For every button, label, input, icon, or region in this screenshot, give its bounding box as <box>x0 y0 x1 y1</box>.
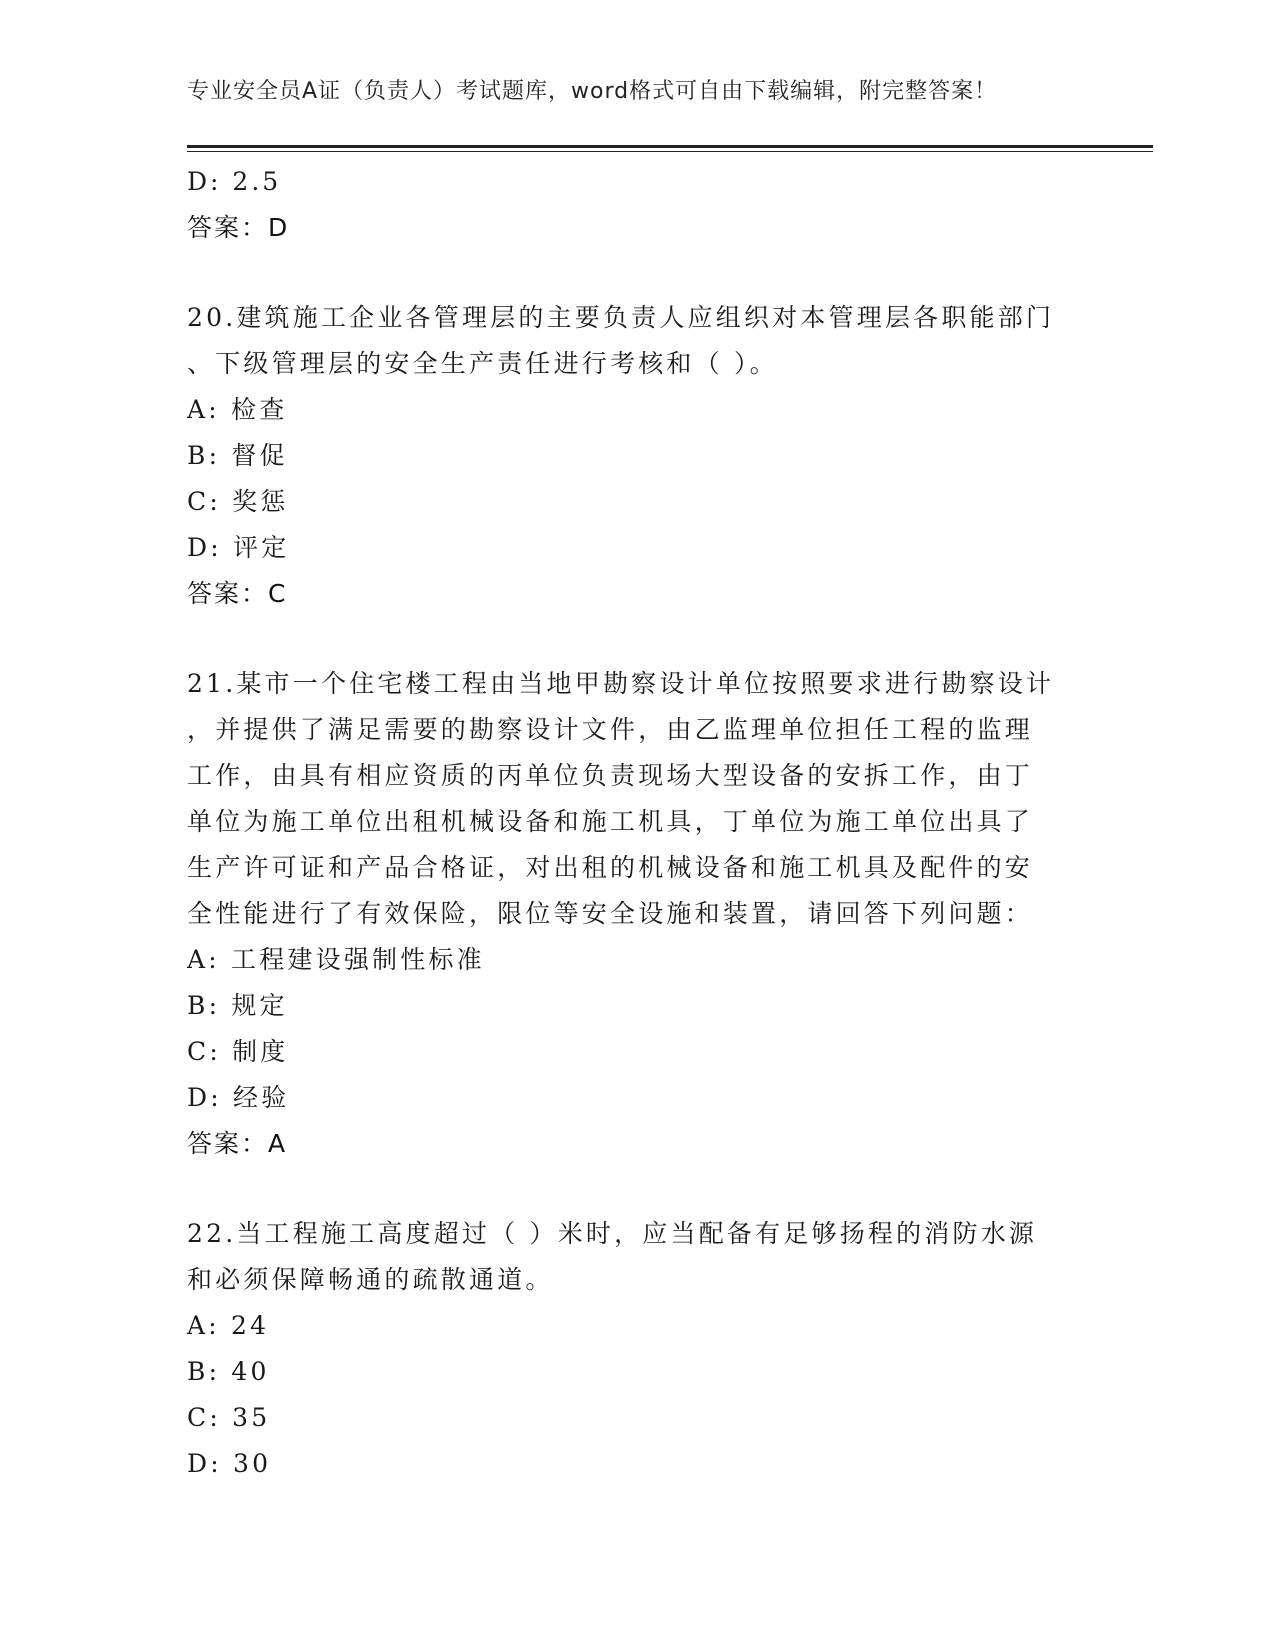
option-c: C: 制度 <box>187 1037 289 1066</box>
option-a: A: 工程建设强制性标准 <box>187 945 485 974</box>
question-text-line: 单位为施工单位出租机械设备和施工机具，丁单位为施工单位出具了 <box>187 807 1034 836</box>
question-text-line: 生产许可证和产品合格证，对出租的机械设备和施工机具及配件的安 <box>187 853 1034 882</box>
option-b: B: 督促 <box>187 441 288 470</box>
question-text-line: 21.某市一个住宅楼工程由当地甲勘察设计单位按照要求进行勘察设计 <box>187 669 1055 698</box>
option-a: A: 24 <box>187 1311 270 1340</box>
header-rule-thick <box>187 145 1153 148</box>
option-d: D: 30 <box>187 1449 272 1478</box>
question-text-line: 全性能进行了有效保险，限位等安全设施和装置，请回答下列问题： <box>187 899 1034 928</box>
question-text-line: 和必须保障畅通的疏散通道。 <box>187 1265 554 1294</box>
option-a: A: 检查 <box>187 395 288 424</box>
question-text-line: ，并提供了满足需要的勘察设计文件，由乙监理单位担任工程的监理 <box>187 715 1034 744</box>
question-text-line: 工作，由具有相应资质的丙单位负责现场大型设备的安拆工作，由丁 <box>187 761 1034 790</box>
option-d: D: 经验 <box>187 1083 290 1112</box>
question-text-line: 22.当工程施工高度超过（ ）米时，应当配备有足够扬程的消防水源 <box>187 1219 1038 1248</box>
answer: 答案：C <box>187 579 288 608</box>
option-c: C: 奖惩 <box>187 487 289 516</box>
content <box>187 159 1087 1487</box>
option-b: B: 规定 <box>187 991 288 1020</box>
question-21 <box>187 661 1087 1167</box>
answer: 答案：A <box>187 1129 288 1158</box>
question-20 <box>187 295 1087 617</box>
question-text-line: 、下级管理层的安全生产责任进行考核和（ ）。 <box>187 349 778 378</box>
header-rule-thin <box>187 151 1153 152</box>
question-22 <box>187 1211 1087 1487</box>
option-c: C: 35 <box>187 1403 271 1432</box>
answer: 答案：D <box>187 213 290 242</box>
option-d: D: 2.5 <box>187 167 282 196</box>
option-b: B: 40 <box>187 1357 270 1386</box>
option-d: D: 评定 <box>187 533 290 562</box>
question-text-line: 20.建筑施工企业各管理层的主要负责人应组织对本管理层各职能部门 <box>187 303 1055 332</box>
page-header: 专业安全员A证（负责人）考试题库，word格式可自由下载编辑，附完整答案！ <box>187 79 998 104</box>
